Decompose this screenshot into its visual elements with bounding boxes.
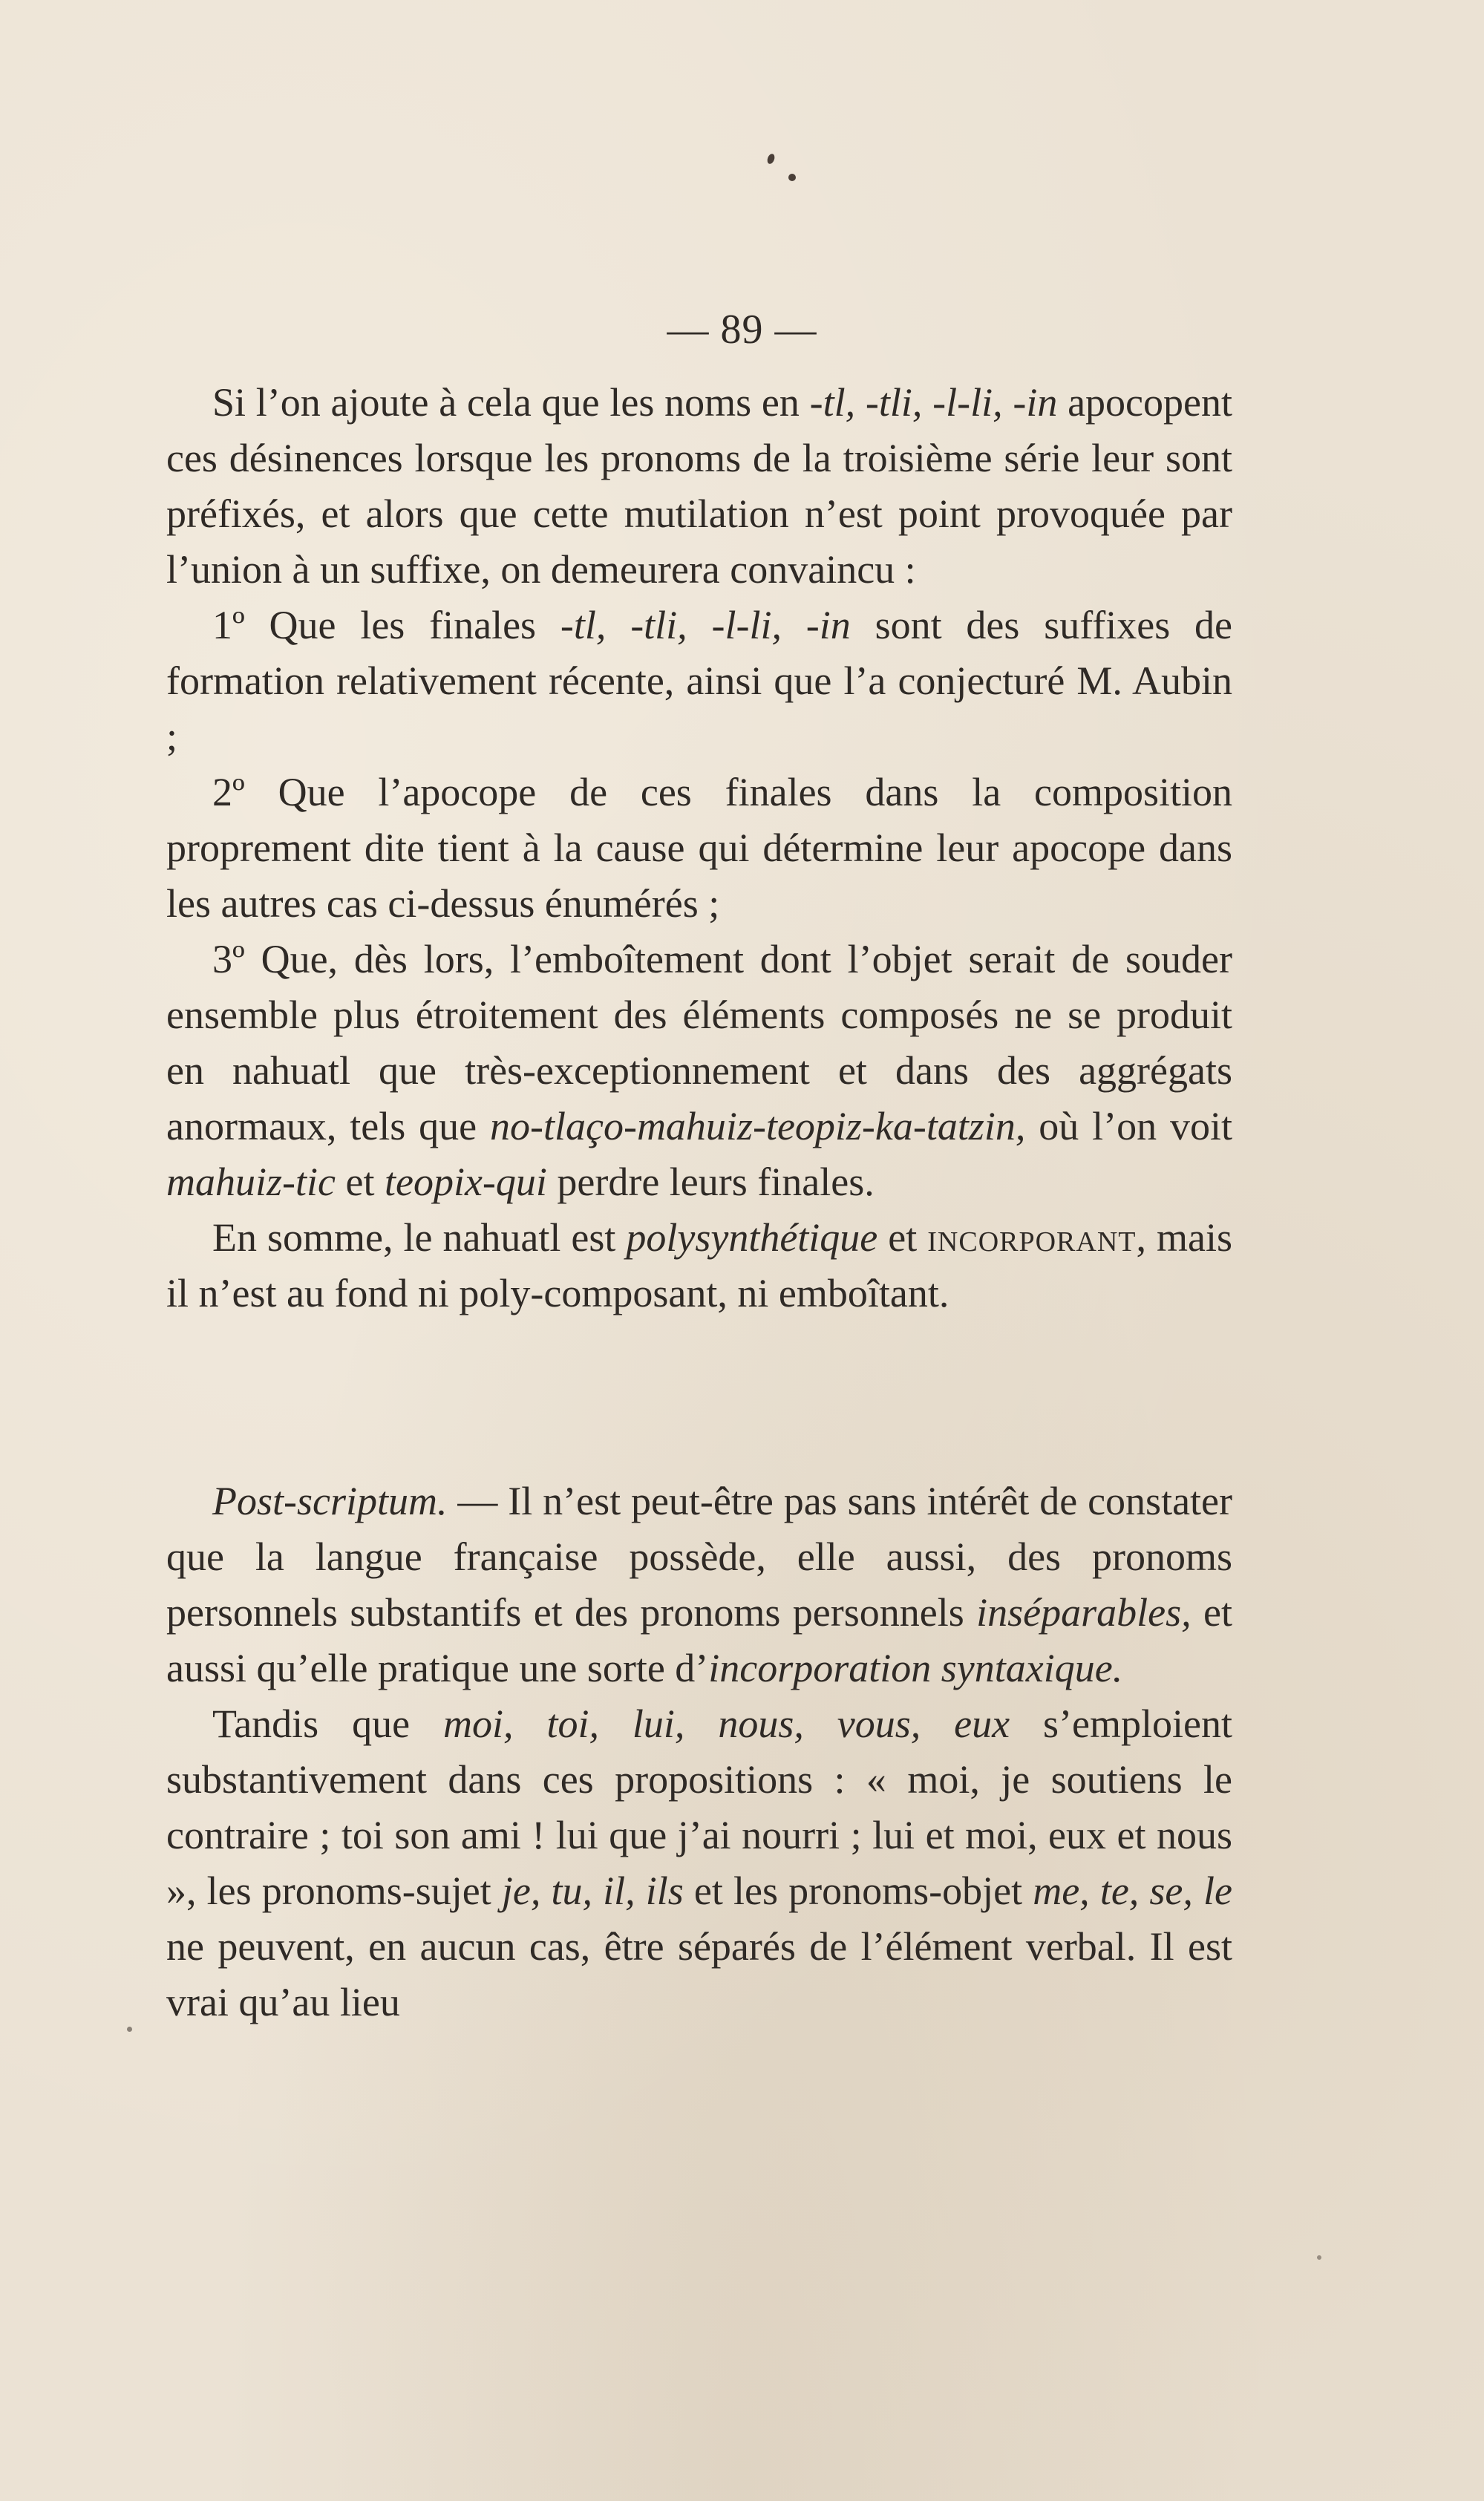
main-text: [166, 375, 1232, 1321]
paragraph-1: Si l’on ajoute à cela que les noms en -tl, -tli, -l-li, -in apocopent ces désinences lorsque les pronoms de la troisième série leur sont préfixés, et alors que cette mutilation n’est point provoquée par l’union à un suffixe, on demeurera convaincu :: [166, 380, 1232, 592]
ink-speck: [127, 2027, 132, 2032]
paragraph-7: Tandis que moi, toi, lui, nous, vous, eux s’emploient substantivement dans ces propositions : « moi, je soutiens le contraire ; toi son ami ! lui que j’ai nourri ; lui et moi, eux et nous », les pronoms-sujet je, tu, il, ils et les pronoms-objet me, te, se, le ne peuvent, en aucun cas, être séparés de l’élément verbal. Il est vrai qu’au lieu: [166, 1701, 1233, 2024]
ink-speck: [1317, 2255, 1321, 2260]
paragraph-6: Post-scriptum. — Il n’est peut-être pas sans intérêt de constater que la langue française possède, elle aussi, des pronoms personnels substantifs et des pronoms personnels inséparables, et aussi qu’elle pratique une sorte d’incorporation syntaxique.: [166, 1479, 1232, 1690]
ink-speck: [788, 174, 796, 181]
postscript-text: [166, 1474, 1232, 2030]
paragraph-5: En somme, le nahuatl est polysynthétique et incorporant, mais il n’est au fond ni poly-composant, ni emboîtant.: [166, 1215, 1232, 1315]
paragraph-3: 2º Que l’apocope de ces finales dans la composition proprement dite tient à la cause qui détermine leur apocope dans les autres cas ci-dessus énumérés ;: [166, 770, 1232, 926]
paragraph-2: 1º Que les finales -tl, -tli, -l-li, -in sont des suffixes de formation relativement récente, ainsi que l’a conjecturé M. Aubin ;: [166, 603, 1232, 759]
paragraph-4: 3º Que, dès lors, l’emboîtement dont l’objet serait de souder ensemble plus étroitement des éléments composés ne se produit en nahuatl que très-exceptionnement et dans des aggrégats anormaux, tels que no-tlaço-mahuiz-teopiz-ka-tatzin, où l’on voit mahuiz-tic et teopix-qui perdre leurs finales.: [166, 937, 1232, 1204]
page-number: — 89 —: [667, 307, 817, 353]
ink-speck: [766, 153, 776, 165]
